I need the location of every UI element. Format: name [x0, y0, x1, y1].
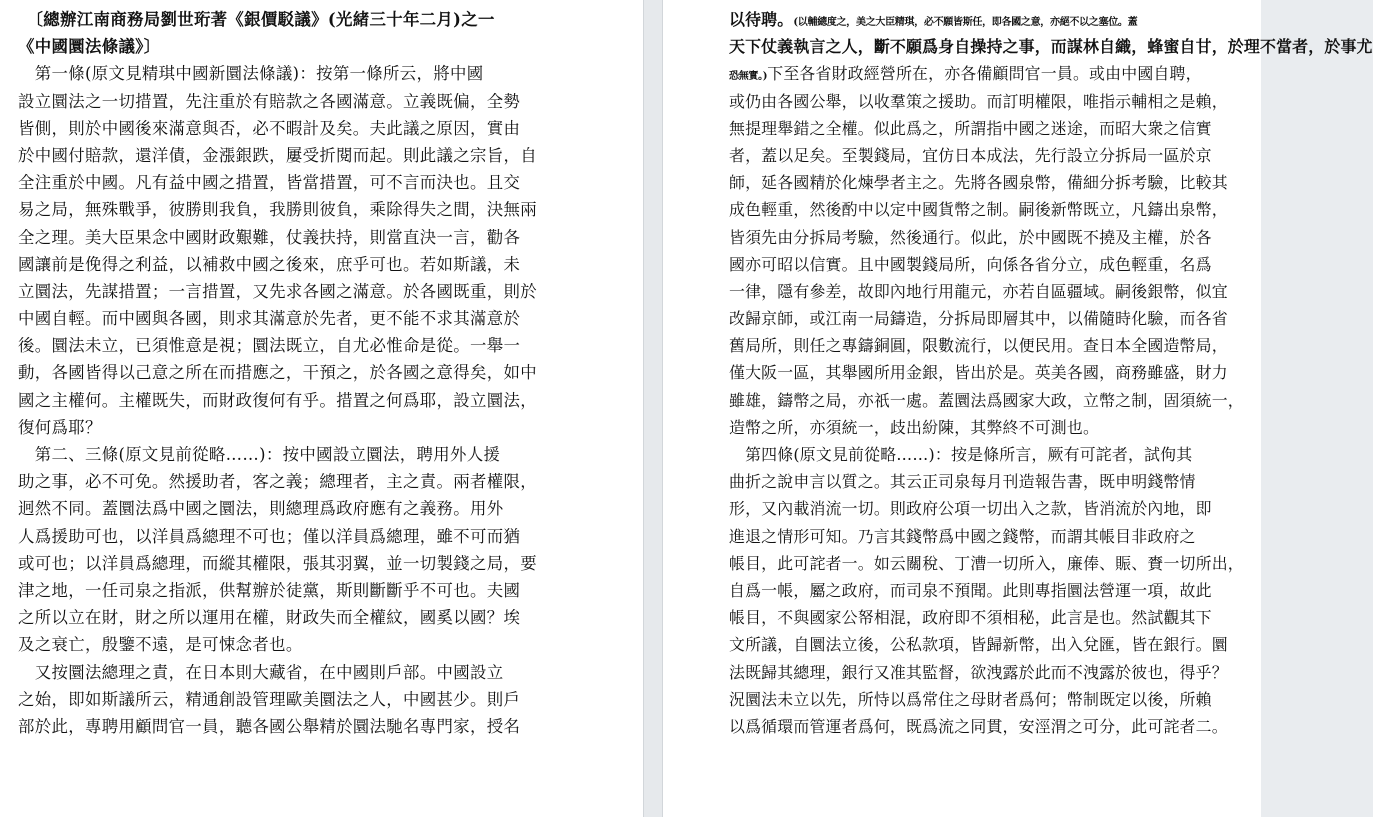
text-line: 況圜法未立以先，所恃以爲常住之母財者爲何；幣制既定以後，所賴 — [729, 689, 1212, 709]
text-line: 國之主權何。主權既失，而財政復何有乎。措置之何爲耶，設立圜法， — [18, 390, 537, 410]
text-line: 雖雄，鑄幣之局，亦祇一處。蓋圜法爲國家大政，立幣之制，固須統一， — [729, 390, 1244, 410]
annotation-note: (以輔總度之，美之大臣精琪，必不願皆斯任，即各國之意，亦絕不以之塞位。蓋 — [793, 17, 1138, 28]
text-line: 無提理舉錯之全權。似此爲之，所謂指中國之迷途，而昭大衆之信實 — [729, 118, 1212, 138]
text-line: 易之局，無殊戰爭，彼勝則我負，我勝則彼負，乘除得失之間，決無兩 — [18, 200, 537, 220]
text-line: 皆側，則於中國後來滿意與否，必不暇計及矣。夫此議之原因，實由 — [18, 118, 521, 138]
text-line: 設立圜法之一切措置，先注重於有賠款之各國滿意。立義既偏，全勢 — [18, 91, 521, 111]
text-line: 帳目，不與國家公帑相混，政府即不須相秘，此言是也。然試觀其下 — [729, 608, 1212, 628]
text-line: 第四條(原文見前從略……)：按是條所言，厥有可詫者，試佝其 — [729, 445, 1193, 464]
text-line: 或可也；以洋員爲總理，而縱其權限，張其羽翼，並一切製錢之局，要 — [18, 553, 537, 573]
text-line: 進退之情形可知。乃言其錢幣爲中國之錢幣，而謂其帳目非政府之 — [729, 526, 1196, 546]
text-line: 助之事，必不可免。然援助者，客之義；總理者，主之責。兩者權限， — [18, 472, 537, 492]
text-line: 津之地，一任司泉之指派，供幫辦於徒黨，斯則斷斷乎不可也。夫國 — [18, 580, 521, 600]
heading-line-1: 〔總辦江南商務局劉世珩著《銀價駁議》(光緒三十年二月)之一 — [18, 10, 495, 29]
annotation-note-line: 天下仗義執言之人，斷不願爲身自操持之事，而謀林自織，蜂蜜自甘，於理不當者，於事尤 — [729, 37, 1373, 57]
text-line: 全之理。美大臣果念中國財政艱難，仗義扶持，則當直決一言，勸各 — [18, 227, 521, 247]
text-line: 者，蓋以足矣。至製錢局，宜仿日本成法，先行設立分拆局一區於京 — [729, 145, 1212, 165]
main-text: 以待聘。 — [729, 10, 794, 29]
text-line: 僅大阪一區，其舉國所用金銀，皆出於是。英美各國，商務雖盛，財力 — [729, 363, 1228, 383]
heading-line-2: 《中國圜法條議》〕 — [18, 37, 161, 57]
text-line: 國讓前是俛得之利益，以補救中國之後來，庶乎可也。若如斯議，未 — [18, 254, 521, 274]
text-line: 或仍由各國公舉，以收羣策之援助。而訂明權限，唯指示輔相之是賴， — [729, 91, 1228, 111]
right-page — [663, 0, 1373, 817]
text-line: 成色輕重，然後酌中以定中國貨幣之制。嗣後新幣既立，凡鑄出泉幣， — [729, 200, 1228, 220]
text-line: 人爲援助可也，以洋員爲總理不可也；僅以洋員爲總理，雖不可而猶 — [18, 526, 521, 546]
text-line: 動，各國皆得以己意之所在而措應之，干預之，於各國之意得矣，如中 — [18, 363, 537, 383]
text-line: 第二、三條(原文見前從略……)：按中國設立圜法，聘用外人援 — [18, 445, 501, 464]
text-line: 曲折之說申言以質之。其云正司泉每月刊造報告書，既申明錢幣情 — [729, 472, 1196, 492]
text-line: 文所議，自圜法立後，公私款項，皆歸新幣，出入兌匯，皆在銀行。圜 — [729, 635, 1228, 655]
text-line: 迥然不同。蓋圜法爲中國之圜法，則總理爲政府應有之義務。用外 — [18, 499, 504, 519]
text-line: 帳目，此可詫者一。如云關稅、丁漕一切所入，廉俸、賑、賚一切所出， — [729, 553, 1244, 573]
text-line: 皆須先由分拆局考驗，然後通行。似此，於中國既不撓及主權，於各 — [729, 227, 1212, 247]
text-line: 自爲一帳，屬之政府，而司泉不預聞。此則專指圜法營運一項，故此 — [729, 580, 1212, 600]
text-line-with-note — [729, 6, 1253, 33]
text-line-with-note — [729, 60, 1253, 87]
text-line: 形，又內載消流一切。則政府公項一切出入之款，皆消流於內地，即 — [729, 499, 1212, 519]
text-line: 國亦可昭以信實。且中國製錢局所，向係各省分立，成色輕重，名爲 — [729, 254, 1212, 274]
text-line: 以爲循環而管運者爲何，既爲流之同貫，安涇渭之可分，此可詫者二。 — [729, 716, 1228, 736]
text-line: 改歸京師，或江南一局鑄造，分拆局即層其中，以備隨時化驗，而各省 — [729, 309, 1228, 329]
text-line: 造幣之所，亦須統一，歧出紛陳，其弊終不可測也。 — [729, 417, 1100, 437]
page-gutter — [643, 0, 663, 817]
left-page — [0, 0, 643, 817]
text-line: 舊局所，則任之專鑄銅圓，限數流行，以便民用。查日本全國造幣局， — [729, 336, 1228, 356]
text-line: 及之衰亡，殷鑒不遠，是可悚念者也。 — [18, 635, 303, 655]
text-line: 立圜法，先謀措置；一言措置，又先求各國之滿意。於各國既重，則於 — [18, 281, 537, 301]
text-line: 全注重於中國。凡有益中國之措置，皆當措置，可不言而決也。且交 — [18, 173, 521, 193]
text-line: 一律，隱有參差，故即內地行用龍元，亦若自區疆域。嗣後銀幣，似宜 — [729, 281, 1228, 301]
annotation-note: 恐無實。) — [729, 71, 768, 83]
text-line: 於中國付賠款，還洋債，金漲銀跌，屢受折閱而起。則此議之宗旨，自 — [18, 145, 537, 165]
text-line: 部於此，專聘用顧問官一員，聽各國公舉精於圜法馳名專門家，授名 — [18, 716, 521, 736]
text-line: 師，延各國精於化煉學者主之。先將各國泉幣，備細分拆考驗，比較其 — [729, 173, 1228, 193]
text-line: 第一條(原文見精琪中國新圜法條議)：按第一條所云，將中國 — [18, 64, 484, 84]
text-line: 中國自輕。而中國與各國，則求其滿意於先者，更不能不求其滿意於 — [18, 309, 521, 329]
text-line: 又按圜法總理之責，在日本則大藏省，在中國則戶部。中國設立 — [18, 662, 504, 682]
main-text: 下至各省財政經營所在，亦各備顧問官一員。或由中國自聘， — [767, 64, 1202, 84]
text-line: 之所以立在財，財之所以運用在權，財政失而全權紋，國奚以國？埃 — [18, 608, 521, 628]
text-line: 復何爲耶？ — [18, 417, 102, 437]
text-line: 法既歸其總理，銀行又准其監督，欲洩露於此而不洩露於彼也，得乎？ — [729, 662, 1228, 682]
text-line: 後。圜法未立，已須惟意是視；圜法既立，自尤必惟命是從。一舉一 — [18, 336, 521, 356]
text-line: 之始，即如斯議所云，精通創設管理歐美圜法之人，中國甚少。則戶 — [18, 689, 521, 709]
